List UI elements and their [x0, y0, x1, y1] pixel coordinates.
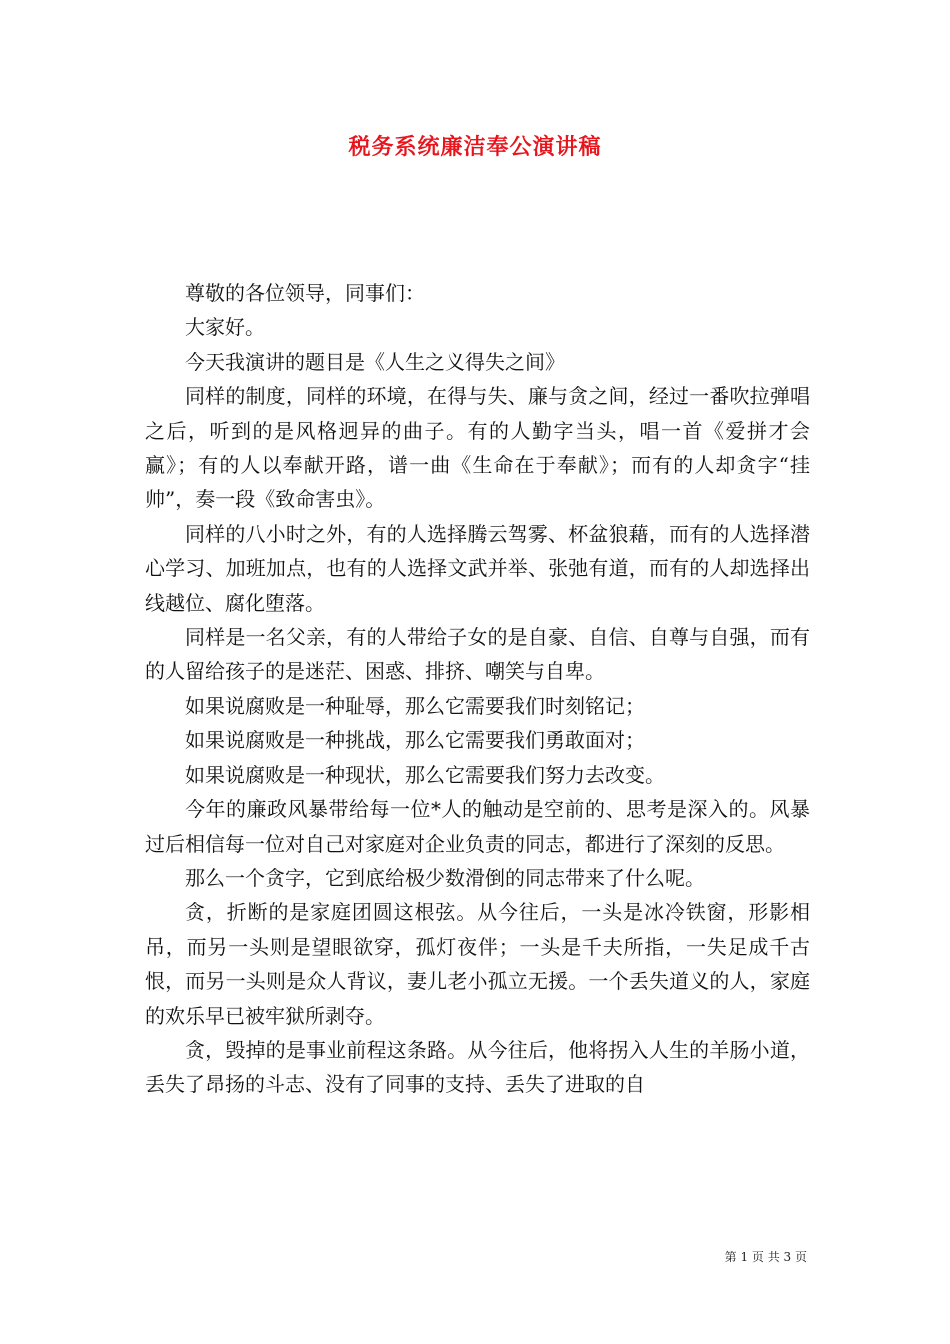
page-number-footer: 第 1 页 共 3 页	[724, 1250, 807, 1264]
paragraph-greeting: 大家好。	[185, 315, 265, 340]
paragraph: 如果说腐败是一种挑战，那么它需要我们勇敢面对；	[185, 728, 645, 753]
paragraph: 贪，折断的是家庭团圆这根弦。从今往后，一头是冰冷铁窗，形影相吊，而另一头则是望眼欲穿，孤灯夜伴；一头是千夫所指，一失足成千古恨，而另一头则是众人背议，妻儿老小孤立无援。一个丢失道义的人，家庭的欢乐早已被牢狱所剥夺。	[145, 900, 810, 1028]
paragraph: 贪，毁掉的是事业前程这条路。从今往后，他将拐入人生的羊肠小道，丢失了昂扬的斗志、没有了同事的支持、丢失了进取的自	[145, 1037, 810, 1097]
paragraph-salutation: 尊敬的各位领导，同事们：	[185, 281, 425, 305]
document-body	[145, 276, 810, 1102]
paragraph-topic: 今天我演讲的题目是《人生之义得失之间》	[185, 349, 565, 374]
paragraph: 同样是一名父亲，有的人带给子女的是自豪、自信、自尊与自强，而有的人留给孩子的是迷茫、困惑、排挤、嘲笑与自卑。	[145, 625, 810, 684]
paragraph: 如果说腐败是一种耻辱，那么它需要我们时刻铭记；	[185, 693, 645, 718]
document-title: 税务系统廉洁奉公演讲稿	[348, 134, 602, 160]
paragraph: 那么一个贪字，它到底给极少数滑倒的同志带来了什么呢。	[185, 865, 705, 890]
paragraph: 同样的制度，同样的环境，在得与失、廉与贪之间，经过一番吹拉弹唱之后，听到的是风格迥异的曲子。有的人勤字当头，唱一首《爱拼才会赢》；有的人以奉献开路，谱一曲《生命在于奉献》；而有的人却贪字“挂帅”，奏一段《致命害虫》。	[145, 384, 810, 512]
paragraph: 如果说腐败是一种现状，那么它需要我们努力去改变。	[185, 762, 665, 787]
paragraph: 同样的八小时之外，有的人选择腾云驾雾、杯盆狼藉，而有的人选择潜心学习、加班加点，也有的人选择文武并举、张弛有道，而有的人却选择出线越位、腐化堕落。	[145, 521, 810, 615]
paragraph: 今年的廉政风暴带给每一位*人的触动是空前的、思考是深入的。风暴过后相信每一位对自己对家庭对企业负责的同志，都进行了深刻的反思。	[145, 797, 810, 856]
